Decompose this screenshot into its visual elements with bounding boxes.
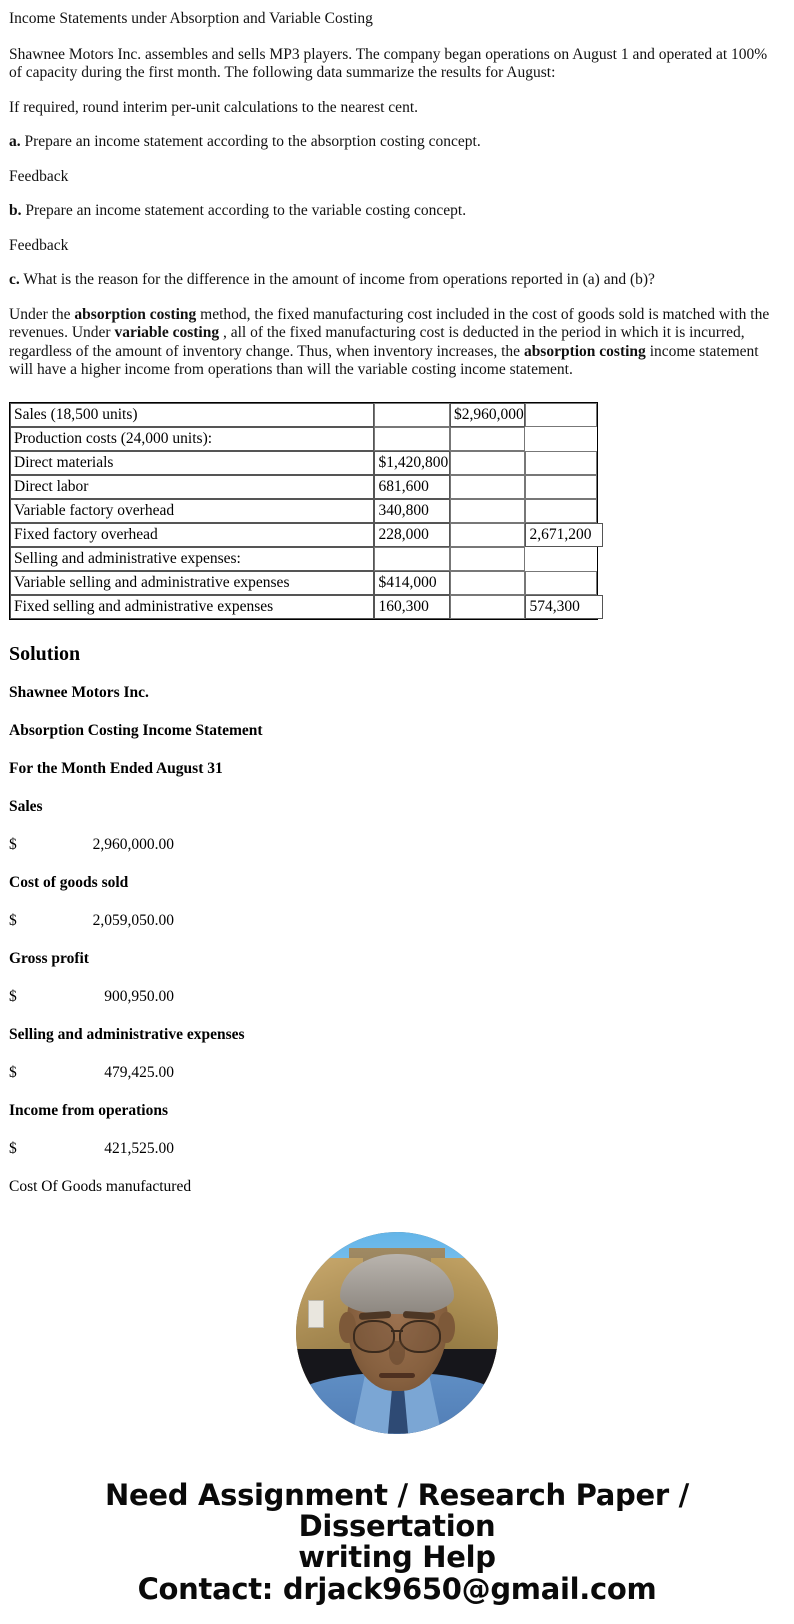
explanation-term-absorption-costing-1: absorption costing (74, 305, 197, 323)
table-cell-amount-3-value: 2,671,200 (525, 523, 603, 547)
table-cell-amount-1: $1,420,800 (374, 451, 450, 475)
solution-company-name: Shawnee Motors Inc. (9, 683, 149, 701)
table-row (10, 499, 597, 523)
table-row (10, 475, 597, 499)
table-cell-amount-3 (525, 547, 597, 571)
table-cell-amount-1: 340,800 (374, 499, 450, 523)
question-b-label: b. (9, 202, 22, 219)
solution-trailing-note: Cost Of Goods manufactured (9, 1177, 192, 1195)
solution-line-amount: 2,960,000.00 (92, 835, 174, 853)
table-row (10, 523, 597, 547)
table-row (10, 451, 597, 475)
table-cell-label: Production costs (24,000 units): (10, 427, 374, 451)
table-cell-amount-3 (525, 403, 597, 427)
table-row (10, 427, 597, 451)
explanation-part-4: income statement will have a higher income from operations than will the variable costing income statement. (9, 342, 759, 378)
solution-line-amount: 479,425.00 (104, 1063, 174, 1081)
footer-line-2: writing Help (298, 1539, 496, 1574)
table-cell-label: Variable factory overhead (10, 499, 374, 523)
question-c-label: c. (9, 271, 20, 288)
question-b-text: Prepare an income statement according to the variable costing concept. (25, 202, 467, 219)
table-cell-amount-1: 160,300 (374, 595, 450, 619)
table-cell-amount-2 (450, 571, 526, 595)
avatar-background-switch (308, 1300, 324, 1328)
avatar-mouth (379, 1373, 415, 1378)
table-cell-amount-3 (525, 475, 597, 499)
table-cell-amount-1: 228,000 (374, 523, 450, 547)
feedback-b[interactable]: Feedback (9, 236, 69, 254)
table-row (10, 403, 597, 427)
solution-line-label: Cost of goods sold (9, 873, 129, 891)
solution-line-amount-row (0, 836, 794, 854)
solution-line-amount-row (0, 988, 794, 1006)
solution-line-amount: 421,525.00 (104, 1139, 174, 1157)
table-cell-amount-3 (525, 427, 597, 451)
table-row (10, 571, 597, 595)
feedback-a[interactable]: Feedback (9, 167, 69, 185)
question-a-label: a. (9, 133, 21, 150)
question-b (0, 202, 794, 221)
table-cell-label: Fixed factory overhead (10, 523, 374, 547)
cost-data-table-wrapper (0, 402, 794, 620)
solution-period: For the Month Ended August 31 (9, 759, 223, 777)
table-cell-label: Selling and administrative expenses: (10, 547, 374, 571)
solution-line-amount: 900,950.00 (104, 987, 174, 1005)
solution-heading: Solution (9, 642, 81, 665)
table-cell-label: Sales (18,500 units) (10, 403, 374, 427)
table-cell-label: Direct labor (10, 475, 374, 499)
avatar (296, 1232, 498, 1434)
currency-symbol: $ (9, 987, 17, 1005)
cost-data-table (9, 402, 598, 620)
explanation-part-2: method, the fixed manufacturing cost included in the cost of goods sold is matched with the revenues. Under (9, 305, 770, 341)
table-cell-amount-1: 681,600 (374, 475, 450, 499)
table-cell-amount-1 (374, 403, 450, 427)
solution-line-items (0, 798, 794, 1158)
avatar-eyeglass-bridge (391, 1330, 403, 1332)
table-cell-amount-1: $414,000 (374, 571, 450, 595)
currency-symbol: $ (9, 835, 17, 853)
table-cell-amount-1 (374, 547, 450, 571)
table-cell-amount-3 (525, 571, 597, 595)
explanation-term-absorption-costing-2: absorption costing (523, 342, 646, 360)
solution-line-amount-row (0, 1064, 794, 1082)
question-a-text: Prepare an income statement according to the absorption costing concept. (24, 133, 481, 150)
explanation-term-variable-costing: variable costing (114, 324, 220, 341)
table-row (10, 547, 597, 571)
table-cell-label: Variable selling and administrative expenses (10, 571, 374, 595)
avatar-container (0, 1232, 794, 1434)
table-cell-amount-3 (525, 523, 597, 547)
table-cell-amount-1 (374, 427, 450, 451)
table-cell-amount-3 (525, 451, 597, 475)
table-cell-amount-2 (450, 475, 526, 499)
cost-data-table-body (10, 403, 597, 619)
solution-line-amount: 2,059,050.00 (92, 911, 174, 929)
solution-line-label: Income from operations (9, 1101, 168, 1119)
currency-symbol: $ (9, 1063, 17, 1081)
footer-advert (0, 1477, 794, 1624)
avatar-eyeglass-lens-right (399, 1320, 441, 1352)
solution-line-label: Selling and administrative expenses (9, 1025, 245, 1043)
question-c (0, 271, 794, 290)
solution-statement-title: Absorption Costing Income Statement (9, 721, 263, 739)
table-cell-amount-2 (450, 499, 526, 523)
currency-symbol: $ (9, 1139, 17, 1157)
avatar-nose (389, 1341, 405, 1365)
solution-line-label: Gross profit (9, 949, 89, 967)
table-cell-amount-2 (450, 451, 526, 475)
table-cell-label: Fixed selling and administrative expenses (10, 595, 374, 619)
solution-line-amount-row (0, 912, 794, 930)
table-row (10, 595, 597, 619)
intro-paragraph: Shawnee Motors Inc. assembles and sells MP3 players. The company began operations on August 1 and operated at 100% of capacity during the first month. The following data summarize the results for August: (9, 45, 768, 81)
table-cell-amount-2 (450, 523, 526, 547)
explanation-paragraph (0, 306, 794, 380)
page-title: Income Statements under Absorption and Variable Costing (9, 10, 373, 27)
explanation-part-1: Under the (9, 305, 75, 323)
table-cell-amount-2 (450, 427, 526, 451)
question-a (0, 133, 794, 152)
rounding-note: If required, round interim per-unit calculations to the nearest cent. (9, 98, 418, 116)
table-cell-label: Direct materials (10, 451, 374, 475)
table-cell-amount-2: $2,960,000 (450, 403, 526, 427)
solution-line-amount-row (0, 1140, 794, 1158)
footer-line-3: Contact: drjack9650@gmail.com (137, 1571, 657, 1606)
footer-line-1: Need Assignment / Research Paper / Dissertation (105, 1477, 689, 1543)
currency-symbol: $ (9, 911, 17, 929)
solution-line-label: Sales (9, 797, 43, 815)
table-cell-amount-3-value: 574,300 (525, 595, 603, 619)
table-cell-amount-3 (525, 499, 597, 523)
document-page (0, 10, 794, 1624)
question-c-text: What is the reason for the difference in the amount of income from operations reported in (a) and (b)? (23, 271, 655, 288)
table-cell-amount-2 (450, 595, 526, 619)
table-cell-amount-3 (525, 595, 597, 619)
table-cell-amount-2 (450, 547, 526, 571)
explanation-part-3: , all of the fixed manufacturing cost is deducted in the period in which it is incurred, regardless of the amount of inventory change. Thus, when inventory increases, the (9, 324, 745, 360)
